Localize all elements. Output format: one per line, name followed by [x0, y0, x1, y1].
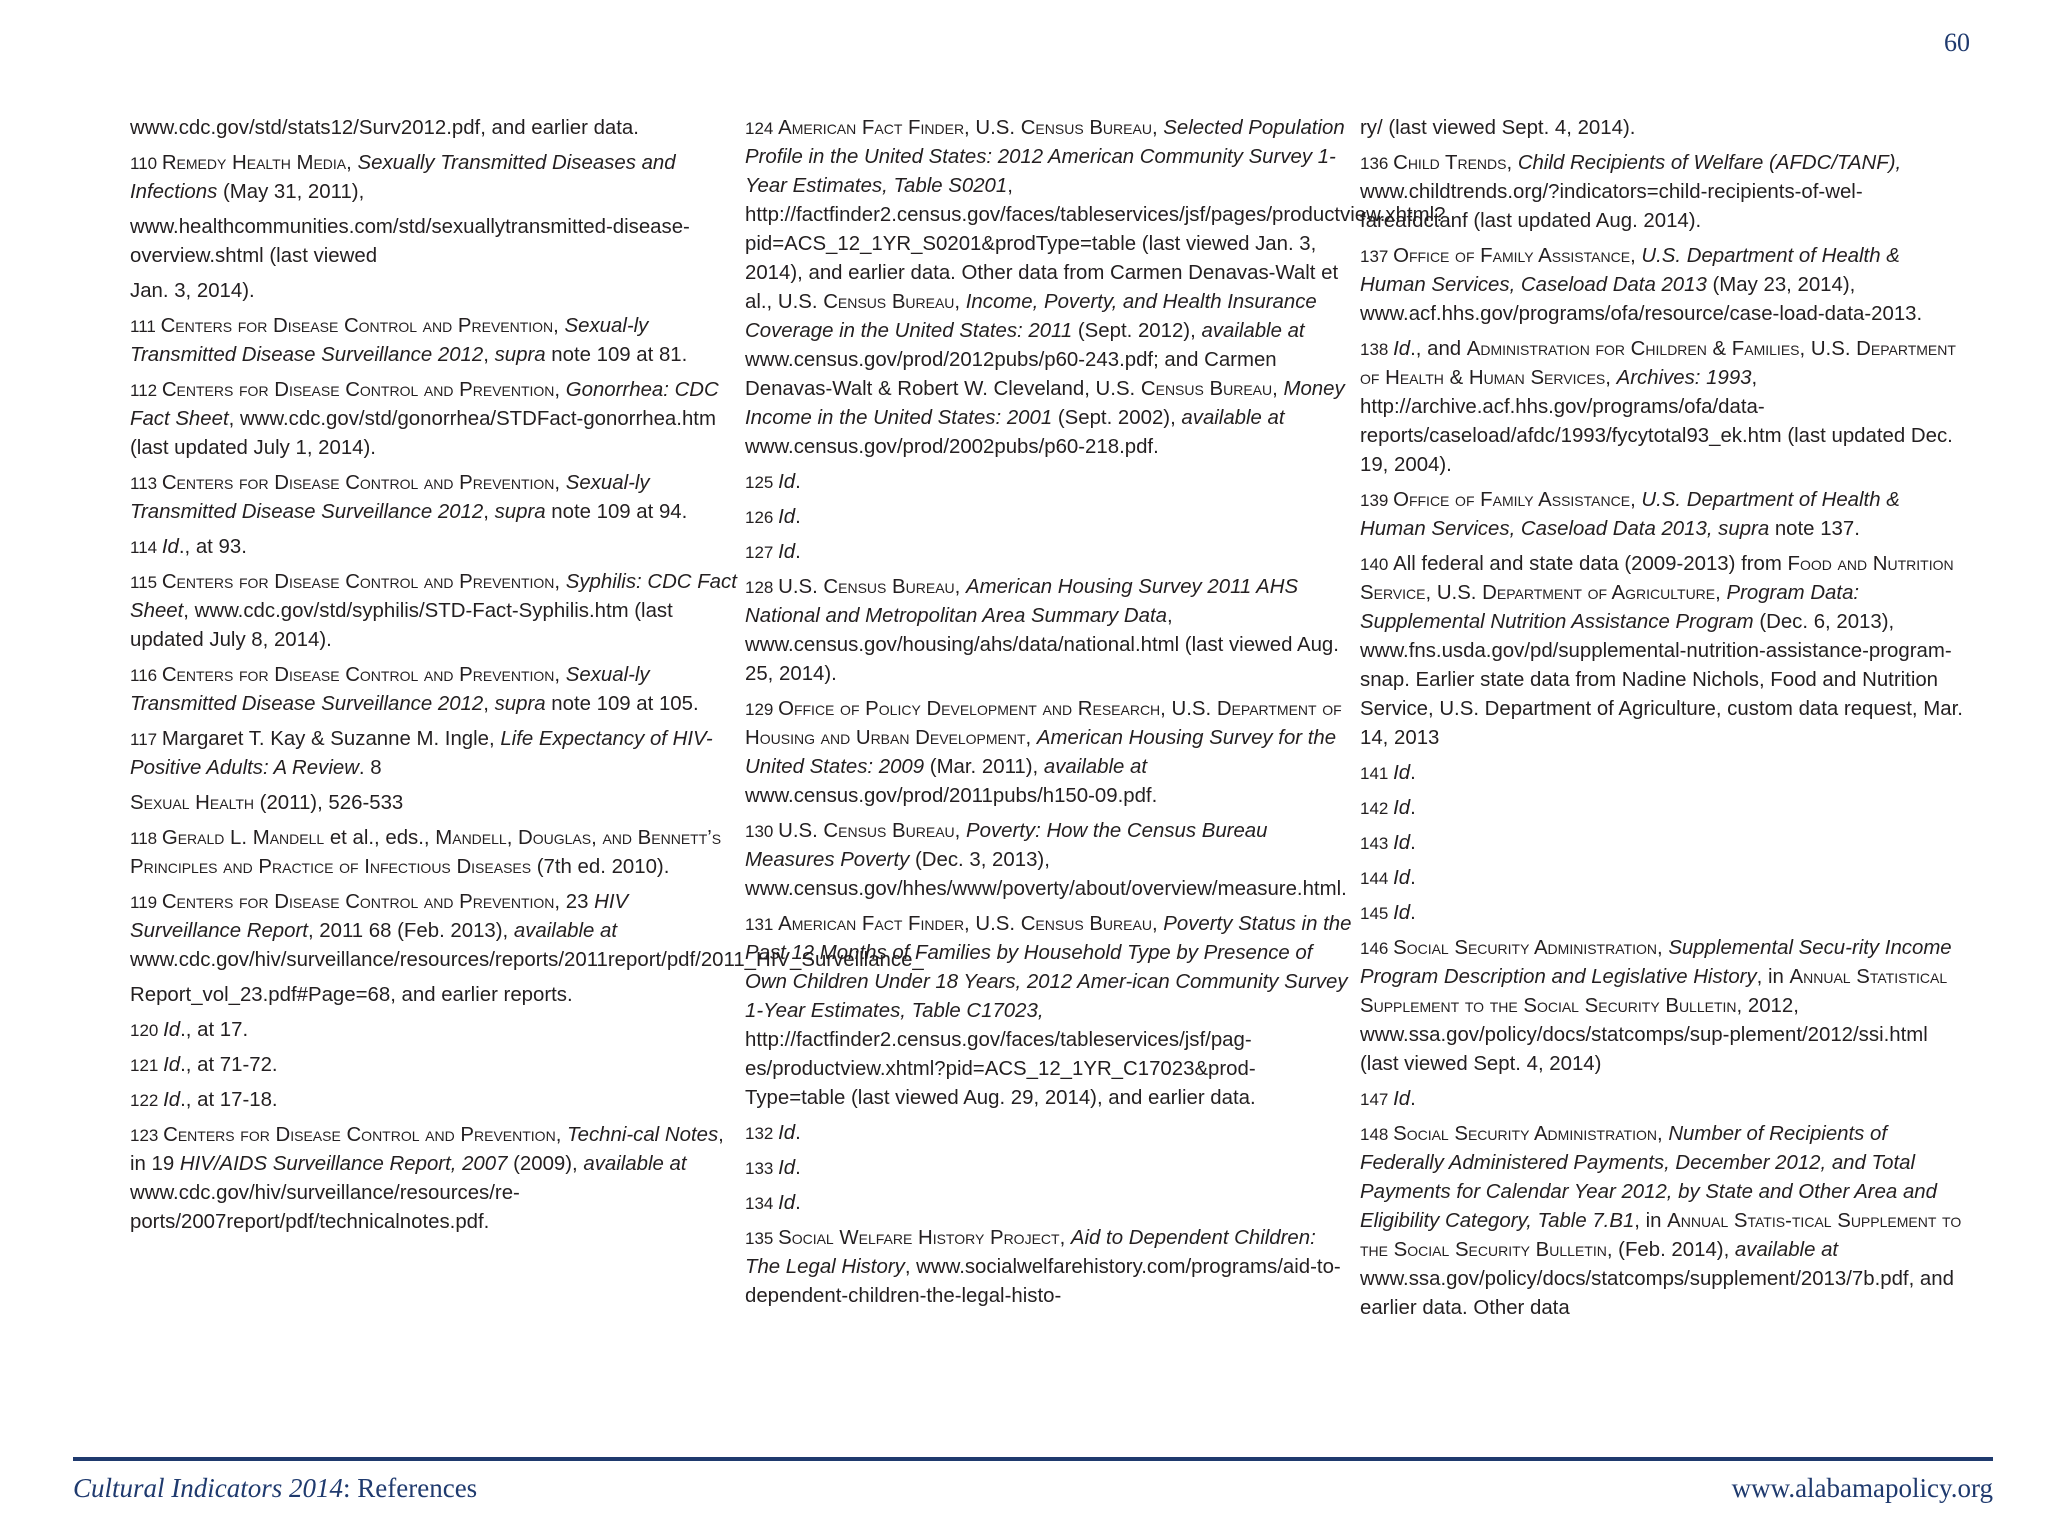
reference-text: Office of Policy Development and Research [778, 698, 1161, 720]
reference-text: Centers for Disease Control and Prevention [161, 664, 555, 686]
footer-title-italic: Cultural Indicators 2014 [73, 1473, 344, 1503]
reference-text: U.S. [778, 820, 824, 842]
reference-text: , in 19 [130, 1124, 724, 1175]
footnote-number: 147 [1360, 1090, 1394, 1109]
reference-text: Gonorrhea: CDC Fact Sheet [130, 379, 719, 430]
reference-text: , www.cdc.gov/std/gonorrhea/STDFact-gonorrhea.htm (last updated July 1, 2014). [130, 408, 716, 459]
reference-text: Centers for Disease Control and Prevention [160, 315, 554, 337]
reference-text: Id [1393, 338, 1411, 360]
reference-text: ., and [1410, 338, 1467, 360]
reference-text: . [1410, 762, 1416, 784]
reference-text: available at [1201, 320, 1305, 342]
reference-text: . [1410, 832, 1416, 854]
reference-text: , [1059, 1227, 1071, 1249]
reference-text: Id [161, 536, 179, 558]
footnote-number: 119 [130, 893, 162, 912]
footnote-number: 140 [1360, 555, 1394, 574]
reference-entry [1360, 335, 1970, 480]
footnote-number: 144 [1360, 869, 1394, 888]
reference-entry [130, 789, 740, 818]
reference-entry [130, 661, 740, 719]
reference-text: . [1410, 797, 1416, 819]
reference-text: , www.socialwelfarehistory.com/programs/aid-to-dependent-children-the-legal-histo- [745, 1256, 1341, 1307]
reference-text: Id [1393, 902, 1411, 924]
reference-text: . [1410, 867, 1416, 889]
reference-text: Program Data: Supplemental Nutrition Assistance Program [1360, 582, 1860, 633]
reference-text: note 137. [1769, 518, 1860, 540]
reference-entry [130, 1121, 740, 1237]
reference-entry [1360, 864, 1970, 893]
reference-text: Margaret T. Kay & Suzanne M. Ingle, [161, 728, 501, 750]
reference-text: (2011), 526-533 [254, 792, 404, 814]
reference-text: available at [513, 920, 618, 942]
reference-text: note 109 at 81. [545, 344, 688, 366]
reference-text: , [1506, 152, 1518, 174]
reference-text: . [795, 1157, 801, 1179]
reference-entry [745, 468, 1355, 497]
reference-entry [745, 1154, 1355, 1183]
footnote-number: 134 [745, 1194, 779, 1213]
reference-text: www.census.gov/prod/2011pubs/h150-09.pdf. [745, 785, 1158, 807]
footer-title-rest: : References [343, 1473, 478, 1503]
footnote-number: 142 [1360, 799, 1394, 818]
reference-text: U.S. [778, 576, 824, 598]
reference-entry [745, 1189, 1355, 1218]
reference-entry [130, 1051, 740, 1080]
footnote-number: 136 [1360, 154, 1394, 173]
footnote-number: 139 [1360, 491, 1394, 510]
reference-text: , http://factfinder2.census.gov/faces/tableservices/jsf/pages/productview.xhtml?pid=ACS_12_1YR_S0201&prodType=table (last viewed Jan. 3, 2014), and earlier data. Other data from Carmen Denavas-Walt et al., U.S. [745, 175, 1446, 313]
reference-text: , [1656, 937, 1669, 959]
footnote-number: 137 [1360, 247, 1394, 266]
reference-text: Money Income in the United States: 2001 [745, 378, 1345, 429]
reference-text: Number of Recipients of Federally Administered Payments, December 2012, and Total Payments for Calendar Year 2012, by State and Other Area and Eligibility Category, Table 7.B1 [1360, 1123, 1937, 1232]
footer-title [73, 1473, 477, 1504]
reference-text: , www.cdc.gov/std/syphilis/STD-Fact-Syphilis.htm (last updated July 8, 2014). [130, 600, 673, 651]
reference-text: Census Bureau [823, 291, 955, 313]
reference-text: Id [778, 1192, 796, 1214]
reference-text: (7th ed. 2010). [531, 856, 670, 878]
reference-text: , [554, 379, 566, 401]
reference-text: , 2012, www.ssa.gov/policy/docs/statcomps/sup-plement/2012/ssi.html (last viewed Sept. 4, 2014) [1360, 995, 1928, 1075]
reference-text: . [1410, 1088, 1416, 1110]
reference-text: Poverty Status in the Past 12 Months of Families by Household Type by Presence of Own Children Under 18 Years, 2012 Amer-ican Community Survey 1-Year Estimates, Table C17023, [745, 913, 1352, 1022]
reference-text: Child Recipients of Welfare (AFDC/TANF), [1517, 152, 1902, 174]
footnote-number: 145 [1360, 904, 1394, 923]
reference-text: Social Security Administration [1393, 1123, 1657, 1145]
reference-text: ., at 93. [178, 536, 247, 558]
reference-text: Centers for Disease Control and Prevention [161, 379, 555, 401]
reference-text: Syphilis: CDC Fact Sheet [130, 571, 737, 622]
reference-text: Census Bureau [1140, 378, 1273, 400]
reference-text: Remedy Health Media [161, 152, 347, 174]
reference-text: (Mar. 2011), [924, 756, 1044, 778]
reference-text: , (Feb. 2014), [1606, 1239, 1735, 1261]
reference-text: Sexual-ly Transmitted Disease Surveillance 2012 [130, 472, 650, 523]
reference-text: , [1605, 367, 1617, 389]
footnote-number: 122 [130, 1091, 164, 1110]
reference-entry [130, 376, 740, 463]
reference-text: , [954, 576, 966, 598]
reference-text: Centers for Disease Control and Prevention [163, 1124, 556, 1146]
reference-text: Id [778, 471, 796, 493]
reference-text: . 8 [358, 757, 382, 779]
reference-text: , [1151, 913, 1164, 935]
reference-entry [1360, 242, 1970, 329]
reference-entry [1360, 829, 1970, 858]
reference-text: , www.census.gov/housing/ahs/data/national.html (last viewed Aug. 25, 2014). [745, 605, 1339, 685]
footnote-number: 135 [745, 1229, 779, 1248]
reference-text: Sexual Health [130, 792, 254, 814]
reference-text: Jan. 3, 2014). [130, 280, 255, 302]
reference-text: Id [778, 541, 796, 563]
reference-text: Id [163, 1089, 181, 1111]
reference-entry [745, 695, 1355, 811]
reference-text: , [1630, 489, 1642, 511]
reference-text: , [554, 571, 566, 593]
reference-text: www.cdc.gov/hiv/surveillance/resources/re-ports/2007report/pdf/technicalnotes.pdf. [130, 1182, 520, 1233]
reference-text: Id [1393, 762, 1411, 784]
footnote-number: 128 [745, 578, 779, 597]
reference-columns [130, 114, 1962, 1414]
reference-text: www.cdc.gov/hiv/surveillance/resources/reports/2011report/pdf/2011_HIV_Surveillance_ [130, 949, 924, 971]
reference-entry [130, 213, 740, 271]
reference-text: , [954, 291, 966, 313]
reference-text: U.S. Department of Health & Human Services, Caseload Data 2013, supra [1360, 489, 1900, 540]
reference-text: American Fact Finder, U.S. Census Bureau [778, 913, 1152, 935]
footnote-number: 127 [745, 543, 779, 562]
reference-text: (2009), [507, 1153, 584, 1175]
reference-entry [745, 817, 1355, 904]
footer-website-link[interactable]: www.alabamapolicy.org [1731, 1473, 1993, 1503]
reference-text: Annual Statistical Supplement to the Social Security Bulletin [1360, 966, 1948, 1017]
reference-text: supra [494, 693, 546, 715]
reference-text: , [346, 152, 358, 174]
reference-text: Office of Family Assistance [1393, 489, 1631, 511]
reference-text: . [795, 1122, 801, 1144]
reference-text: , [554, 472, 566, 494]
footnote-number: 126 [745, 508, 779, 527]
reference-entry [130, 114, 740, 143]
reference-text: Sexual-ly Transmitted Disease Surveillance 2012 [130, 315, 649, 366]
reference-entry [745, 1119, 1355, 1148]
footnote-number: 113 [130, 474, 162, 493]
reference-text: supra [494, 501, 546, 523]
page-number: 60 [1944, 28, 1970, 57]
reference-text: , 23 [554, 891, 595, 913]
reference-text: , [1656, 1123, 1669, 1145]
reference-text: et al., eds., [324, 827, 436, 849]
reference-text: Techni-cal Notes [567, 1124, 719, 1146]
reference-text: Aid to Dependent Children: The Legal History [745, 1227, 1316, 1278]
reference-text: All federal and state data (2009-2013) from [1393, 553, 1788, 575]
reference-text: Sexual-ly Transmitted Disease Surveillance 2012 [130, 664, 650, 715]
footer-divider [73, 1457, 1993, 1461]
reference-text: Id [163, 1054, 181, 1076]
reference-text: Life Expectancy of HIV-Positive Adults: A Review [130, 728, 713, 779]
reference-text: , [553, 315, 565, 337]
reference-text: , U.S. [1799, 338, 1857, 360]
reference-text: available at [583, 1153, 687, 1175]
reference-text: . [795, 541, 801, 563]
footnote-number: 133 [745, 1159, 779, 1178]
footnote-number: 124 [745, 119, 779, 138]
reference-text: American Fact Finder, U.S. Census Bureau [778, 117, 1152, 139]
reference-entry [130, 312, 740, 370]
reference-text: www.childtrends.org/?indicators=child-recipients-of-wel-fareafdctanf (last updated Aug. 2014). [1360, 181, 1863, 232]
reference-entry [745, 503, 1355, 532]
footnote-number: 132 [745, 1124, 779, 1143]
reference-entry [130, 824, 740, 882]
reference-text: , [1630, 245, 1642, 267]
reference-text: Id [1393, 797, 1411, 819]
reference-text: Supplemental Secu-rity Income Program Description and Legislative History [1360, 937, 1952, 988]
reference-text: , [1272, 378, 1284, 400]
reference-text: (May 31, 2011), [217, 181, 365, 203]
reference-text: Id [1393, 832, 1411, 854]
reference-text: HIV Surveillance Report [130, 891, 629, 942]
reference-text: , [554, 664, 566, 686]
footnote-number: 115 [130, 573, 162, 592]
reference-text: (Dec. 3, 2013), www.census.gov/hhes/www/poverty/about/overview/measure.html. [745, 849, 1347, 900]
reference-text: Id [778, 1122, 796, 1144]
reference-entry [1360, 1085, 1970, 1114]
reference-text: . [795, 506, 801, 528]
reference-text: Census Bureau [823, 576, 955, 598]
reference-entry [745, 538, 1355, 567]
reference-text: www.healthcommunities.com/std/sexuallytransmitted-disease-overview.shtml (last viewed [130, 216, 690, 267]
footnote-number: 138 [1360, 340, 1394, 359]
footnote-number: 143 [1360, 834, 1394, 853]
reference-text: , [1151, 117, 1164, 139]
footnote-number: 116 [130, 666, 162, 685]
reference-text: available at [1181, 407, 1285, 429]
reference-entry [1360, 486, 1970, 544]
reference-text: . [1410, 902, 1416, 924]
reference-text: , [1715, 582, 1727, 604]
reference-text: (Sept. 2012), [1072, 320, 1202, 342]
reference-text: supra [494, 344, 546, 366]
reference-text: , [483, 344, 495, 366]
reference-entry [130, 568, 740, 655]
reference-text: , http://archive.acf.hhs.gov/programs/ofa/data-reports/caseload/afdc/1993/fycytotal93_ek.htm (last updated Dec. 19, 2004). [1360, 367, 1953, 476]
footnote-number: 131 [745, 915, 779, 934]
reference-text: Centers for Disease Control and Prevention [161, 472, 555, 494]
reference-text: American Housing Survey for the United States: 2009 [745, 727, 1337, 778]
reference-text: Census Bureau [823, 820, 955, 842]
reference-text: Archives: 1993 [1616, 367, 1752, 389]
footnote-number: 120 [130, 1021, 164, 1040]
reference-text: Report_vol_23.pdf#Page=68, and earlier reports. [130, 984, 573, 1006]
footnote-number: 111 [130, 317, 161, 336]
reference-entry [745, 1224, 1355, 1311]
footnote-number: 148 [1360, 1125, 1394, 1144]
reference-text: Poverty: How the Census Bureau Measures Poverty [745, 820, 1268, 871]
reference-text: , U.S. [1160, 698, 1217, 720]
reference-text: ry/ (last viewed Sept. 4, 2014). [1360, 117, 1636, 139]
reference-text: . [795, 1192, 801, 1214]
footnote-number: 129 [745, 700, 779, 719]
reference-text: Social Security Administration [1393, 937, 1657, 959]
reference-text: , [1025, 727, 1037, 749]
reference-text: , [555, 1124, 568, 1146]
reference-text: http://factfinder2.census.gov/faces/tableservices/jsf/pag-es/productview.xhtml?pid=ACS_12_1YR_C17023&prod-Type=table (last viewed Aug. 29, 2014), and earlier data. [745, 1029, 1256, 1109]
reference-entry [1360, 149, 1970, 236]
footnote-number: 121 [130, 1056, 164, 1075]
reference-text: (May 23, 2014), www.acf.hhs.gov/programs/ofa/resource/case-load-data-2013. [1360, 274, 1923, 325]
reference-entry [1360, 1120, 1970, 1323]
reference-entry [130, 277, 740, 306]
reference-text: Centers for Disease Control and Prevention [161, 891, 555, 913]
footnote-number: 110 [130, 154, 162, 173]
reference-text: (Sept. 2002), [1052, 407, 1182, 429]
reference-text: , in [1756, 966, 1790, 988]
reference-entry [1360, 934, 1970, 1079]
reference-text: Administration for Children & Families [1466, 338, 1800, 360]
reference-text: Id [778, 1157, 796, 1179]
reference-text: Selected Population Profile in the United States: 2012 American Community Survey 1-Year Estimates, Table S0201 [745, 117, 1345, 197]
reference-entry [1360, 550, 1970, 753]
reference-text: , 2011 68 (Feb. 2013), [307, 920, 514, 942]
reference-text: www.cdc.gov/std/stats12/Surv2012.pdf, and earlier data. [130, 117, 639, 139]
reference-column-3 [1360, 114, 1970, 1329]
footnote-number: 118 [130, 829, 162, 848]
reference-entry [130, 725, 740, 783]
reference-text: Gerald L. Mandell [161, 827, 325, 849]
reference-text: Id [1393, 1088, 1411, 1110]
reference-text: Sexually Transmitted Diseases and Infections [130, 152, 676, 203]
reference-entry [1360, 114, 1970, 143]
reference-text: Centers for Disease Control and Prevention [161, 571, 555, 593]
reference-entry [1360, 899, 1970, 928]
reference-text: Id [778, 506, 796, 528]
reference-text: Mandell, Douglas, and Bennett’s Principles and Practice of Infectious Diseases [130, 827, 722, 878]
reference-text: www.census.gov/prod/2002pubs/p60-218.pdf. [745, 436, 1159, 458]
reference-text: note 109 at 105. [545, 693, 699, 715]
reference-text: U.S. Department of Health & Human Services, Caseload Data 2013 [1360, 245, 1900, 296]
reference-text: note 109 at 94. [545, 501, 688, 523]
reference-entry [130, 1016, 740, 1045]
reference-text: Department of Health & Human Services [1360, 338, 1956, 389]
footnote-number: 123 [130, 1126, 164, 1145]
footnote-number: 141 [1360, 764, 1394, 783]
reference-text: , in [1634, 1210, 1668, 1232]
reference-text: ., at 71-72. [180, 1054, 278, 1076]
reference-entry [1360, 759, 1970, 788]
reference-text: . [795, 471, 801, 493]
footnote-number: 125 [745, 473, 779, 492]
reference-text: , [483, 501, 495, 523]
footnote-number: 130 [745, 822, 779, 841]
reference-text: , [483, 693, 495, 715]
reference-text: available at [1043, 756, 1148, 778]
reference-text: Social Welfare History Project [778, 1227, 1060, 1249]
reference-text: available at [1734, 1239, 1839, 1261]
reference-entry [130, 981, 740, 1010]
reference-text: Annual Statis-tical Supplement to the Social Security Bulletin [1360, 1210, 1962, 1261]
reference-text: Child Trends [1393, 152, 1507, 174]
reference-text: (Dec. 6, 2013), www.fns.usda.gov/pd/supplemental-nutrition-assistance-program-snap. Earlier state data from Nadine Nichols, Food and Nutrition Service, U.S. Department of Agriculture, custom data request, Mar. 14, 2013 [1360, 611, 1963, 749]
reference-entry [1360, 794, 1970, 823]
reference-text: ., at 17-18. [180, 1089, 278, 1111]
footnote-number: 112 [130, 381, 162, 400]
reference-text: , [954, 820, 966, 842]
reference-text: www.ssa.gov/policy/docs/statcomps/supplement/2013/7b.pdf, and earlier data. Other data [1360, 1268, 1954, 1319]
reference-text: Income, Poverty, and Health Insurance Coverage in the United States: 2011 [745, 291, 1317, 342]
reference-text: www.census.gov/prod/2012pubs/p60-243.pdf; and Carmen Denavas-Walt & Robert W. Cleveland, U.S. [745, 349, 1277, 400]
reference-entry [130, 533, 740, 562]
footnote-number: 117 [130, 730, 162, 749]
reference-text: Food and Nutrition Service [1360, 553, 1954, 604]
reference-text: Office of Family Assistance [1393, 245, 1631, 267]
reference-entry [130, 1086, 740, 1115]
reference-text: Id [163, 1019, 181, 1041]
reference-entry [745, 910, 1355, 1113]
reference-text: American Housing Survey 2011 AHS National and Metropolitan Area Summary Data [745, 576, 1299, 627]
reference-text: Department of Agriculture [1482, 582, 1716, 604]
reference-text: Id [1393, 867, 1411, 889]
reference-text: Department of Housing and Urban Development [745, 698, 1342, 749]
footnote-number: 146 [1360, 939, 1394, 958]
reference-entry [130, 149, 740, 207]
reference-text: HIV/AIDS Surveillance Report, 2007 [179, 1153, 508, 1175]
reference-entry [130, 469, 740, 527]
reference-text: ., at 17. [180, 1019, 249, 1041]
reference-entry [745, 573, 1355, 689]
footnote-number: 114 [130, 538, 162, 557]
reference-text: , U.S. [1425, 582, 1483, 604]
